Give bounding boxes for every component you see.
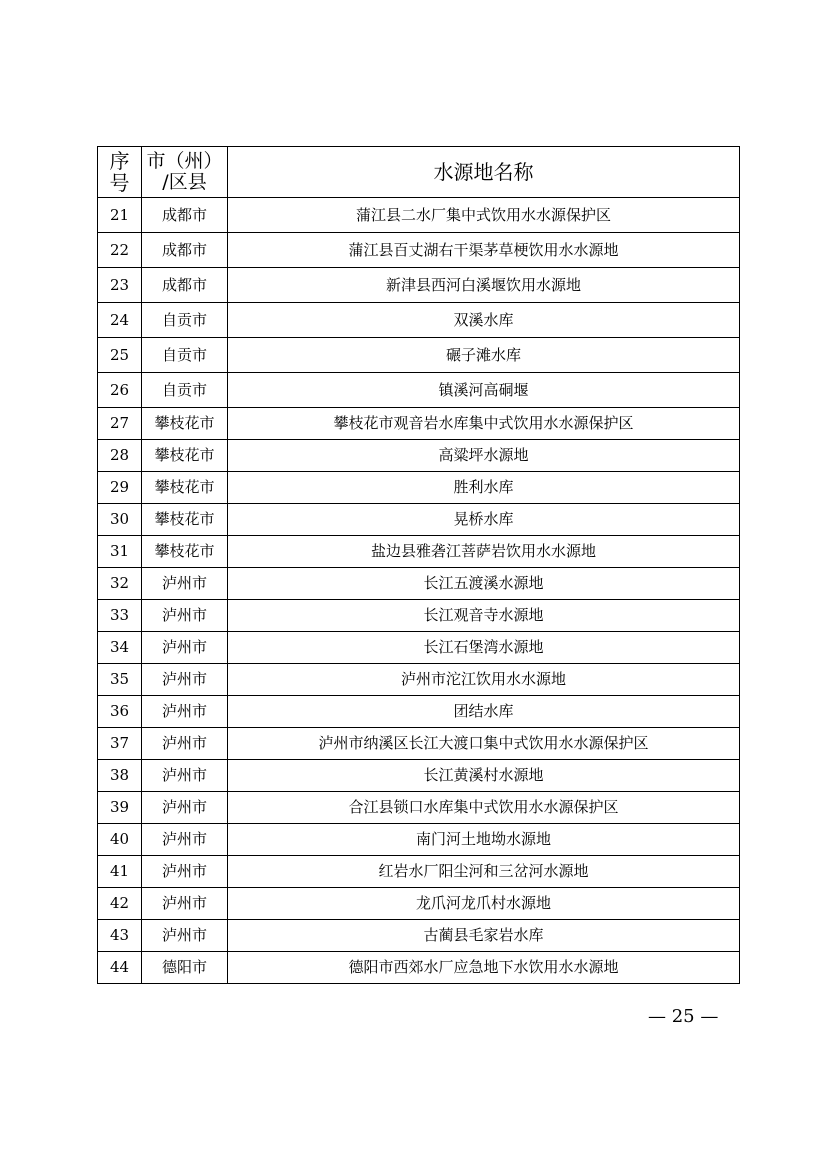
cell-city: 泸州市 — [142, 664, 228, 696]
table-row — [98, 696, 740, 728]
header-index-line1: 序 — [109, 149, 130, 173]
table-row — [98, 536, 740, 568]
page-number: — 25 — — [648, 1006, 719, 1027]
cell-source-name: 盐边县雅砻江菩萨岩饮用水水源地 — [228, 536, 740, 568]
cell-source-name: 胜利水库 — [228, 472, 740, 504]
header-source-name: 水源地名称 — [228, 147, 740, 198]
table-row — [98, 888, 740, 920]
table-row — [98, 233, 740, 268]
cell-city: 泸州市 — [142, 856, 228, 888]
cell-city: 自贡市 — [142, 373, 228, 408]
cell-city: 攀枝花市 — [142, 536, 228, 568]
table-row — [98, 198, 740, 233]
cell-source-name: 长江观音寺水源地 — [228, 600, 740, 632]
table-row — [98, 440, 740, 472]
cell-city: 成都市 — [142, 233, 228, 268]
table-row — [98, 824, 740, 856]
cell-city: 泸州市 — [142, 568, 228, 600]
table-row — [98, 632, 740, 664]
table-row — [98, 920, 740, 952]
cell-index: 25 — [98, 338, 142, 373]
cell-city: 泸州市 — [142, 632, 228, 664]
cell-source-name: 高粱坪水源地 — [228, 440, 740, 472]
cell-index: 29 — [98, 472, 142, 504]
cell-index: 30 — [98, 504, 142, 536]
table-row — [98, 568, 740, 600]
cell-source-name: 碾子滩水库 — [228, 338, 740, 373]
cell-city: 泸州市 — [142, 760, 228, 792]
cell-city: 攀枝花市 — [142, 440, 228, 472]
cell-source-name: 攀枝花市观音岩水库集中式饮用水水源保护区 — [228, 408, 740, 440]
cell-city: 攀枝花市 — [142, 504, 228, 536]
cell-source-name: 泸州市纳溪区长江大渡口集中式饮用水水源保护区 — [228, 728, 740, 760]
cell-source-name: 蒲江县二水厂集中式饮用水水源保护区 — [228, 198, 740, 233]
cell-index: 36 — [98, 696, 142, 728]
cell-city: 泸州市 — [142, 728, 228, 760]
cell-source-name: 古蔺县毛家岩水库 — [228, 920, 740, 952]
header-index — [98, 147, 142, 198]
header-index-line2: 号 — [109, 171, 130, 195]
cell-source-name: 团结水库 — [228, 696, 740, 728]
cell-index: 21 — [98, 198, 142, 233]
table-row — [98, 760, 740, 792]
cell-city: 自贡市 — [142, 338, 228, 373]
cell-index: 33 — [98, 600, 142, 632]
table-header-row — [98, 147, 740, 198]
cell-source-name: 双溪水库 — [228, 303, 740, 338]
table-row — [98, 600, 740, 632]
water-source-table — [97, 146, 740, 984]
cell-index: 41 — [98, 856, 142, 888]
cell-source-name: 长江石堡湾水源地 — [228, 632, 740, 664]
cell-source-name: 南门河土地坳水源地 — [228, 824, 740, 856]
table-row — [98, 504, 740, 536]
cell-source-name: 晃桥水库 — [228, 504, 740, 536]
cell-source-name: 蒲江县百丈湖右干渠茅草梗饮用水水源地 — [228, 233, 740, 268]
table-row — [98, 856, 740, 888]
cell-source-name: 长江黄溪村水源地 — [228, 760, 740, 792]
cell-index: 28 — [98, 440, 142, 472]
cell-index: 31 — [98, 536, 142, 568]
table-row — [98, 268, 740, 303]
cell-city: 泸州市 — [142, 920, 228, 952]
cell-index: 35 — [98, 664, 142, 696]
cell-index: 34 — [98, 632, 142, 664]
cell-city: 泸州市 — [142, 792, 228, 824]
cell-index: 44 — [98, 952, 142, 984]
cell-city: 攀枝花市 — [142, 408, 228, 440]
cell-source-name: 德阳市西郊水厂应急地下水饮用水水源地 — [228, 952, 740, 984]
cell-source-name: 镇溪河高硐堰 — [228, 373, 740, 408]
cell-index: 32 — [98, 568, 142, 600]
cell-source-name: 泸州市沱江饮用水水源地 — [228, 664, 740, 696]
cell-index: 37 — [98, 728, 142, 760]
cell-city: 攀枝花市 — [142, 472, 228, 504]
cell-city: 自贡市 — [142, 303, 228, 338]
cell-source-name: 合江县锁口水库集中式饮用水水源保护区 — [228, 792, 740, 824]
cell-index: 24 — [98, 303, 142, 338]
cell-index: 43 — [98, 920, 142, 952]
cell-city: 泸州市 — [142, 824, 228, 856]
table-row — [98, 472, 740, 504]
table-row — [98, 408, 740, 440]
cell-city: 泸州市 — [142, 888, 228, 920]
cell-index: 42 — [98, 888, 142, 920]
cell-index: 39 — [98, 792, 142, 824]
cell-index: 40 — [98, 824, 142, 856]
cell-city: 德阳市 — [142, 952, 228, 984]
table-row — [98, 373, 740, 408]
cell-city: 泸州市 — [142, 600, 228, 632]
cell-index: 22 — [98, 233, 142, 268]
cell-city: 成都市 — [142, 268, 228, 303]
cell-source-name: 红岩水厂阳尘河和三岔河水源地 — [228, 856, 740, 888]
cell-index: 23 — [98, 268, 142, 303]
cell-index: 26 — [98, 373, 142, 408]
cell-city: 成都市 — [142, 198, 228, 233]
header-city-line2: /区县 — [162, 171, 207, 193]
cell-index: 38 — [98, 760, 142, 792]
header-city-line1: 市（州） — [146, 149, 223, 172]
cell-source-name: 新津县西河白溪堰饮用水源地 — [228, 268, 740, 303]
header-city — [142, 147, 228, 198]
cell-city: 泸州市 — [142, 696, 228, 728]
cell-source-name: 龙爪河龙爪村水源地 — [228, 888, 740, 920]
cell-source-name: 长江五渡溪水源地 — [228, 568, 740, 600]
table-row — [98, 728, 740, 760]
table-row — [98, 303, 740, 338]
table-row — [98, 664, 740, 696]
table-row — [98, 952, 740, 984]
table-row — [98, 792, 740, 824]
cell-index: 27 — [98, 408, 142, 440]
table-row — [98, 338, 740, 373]
